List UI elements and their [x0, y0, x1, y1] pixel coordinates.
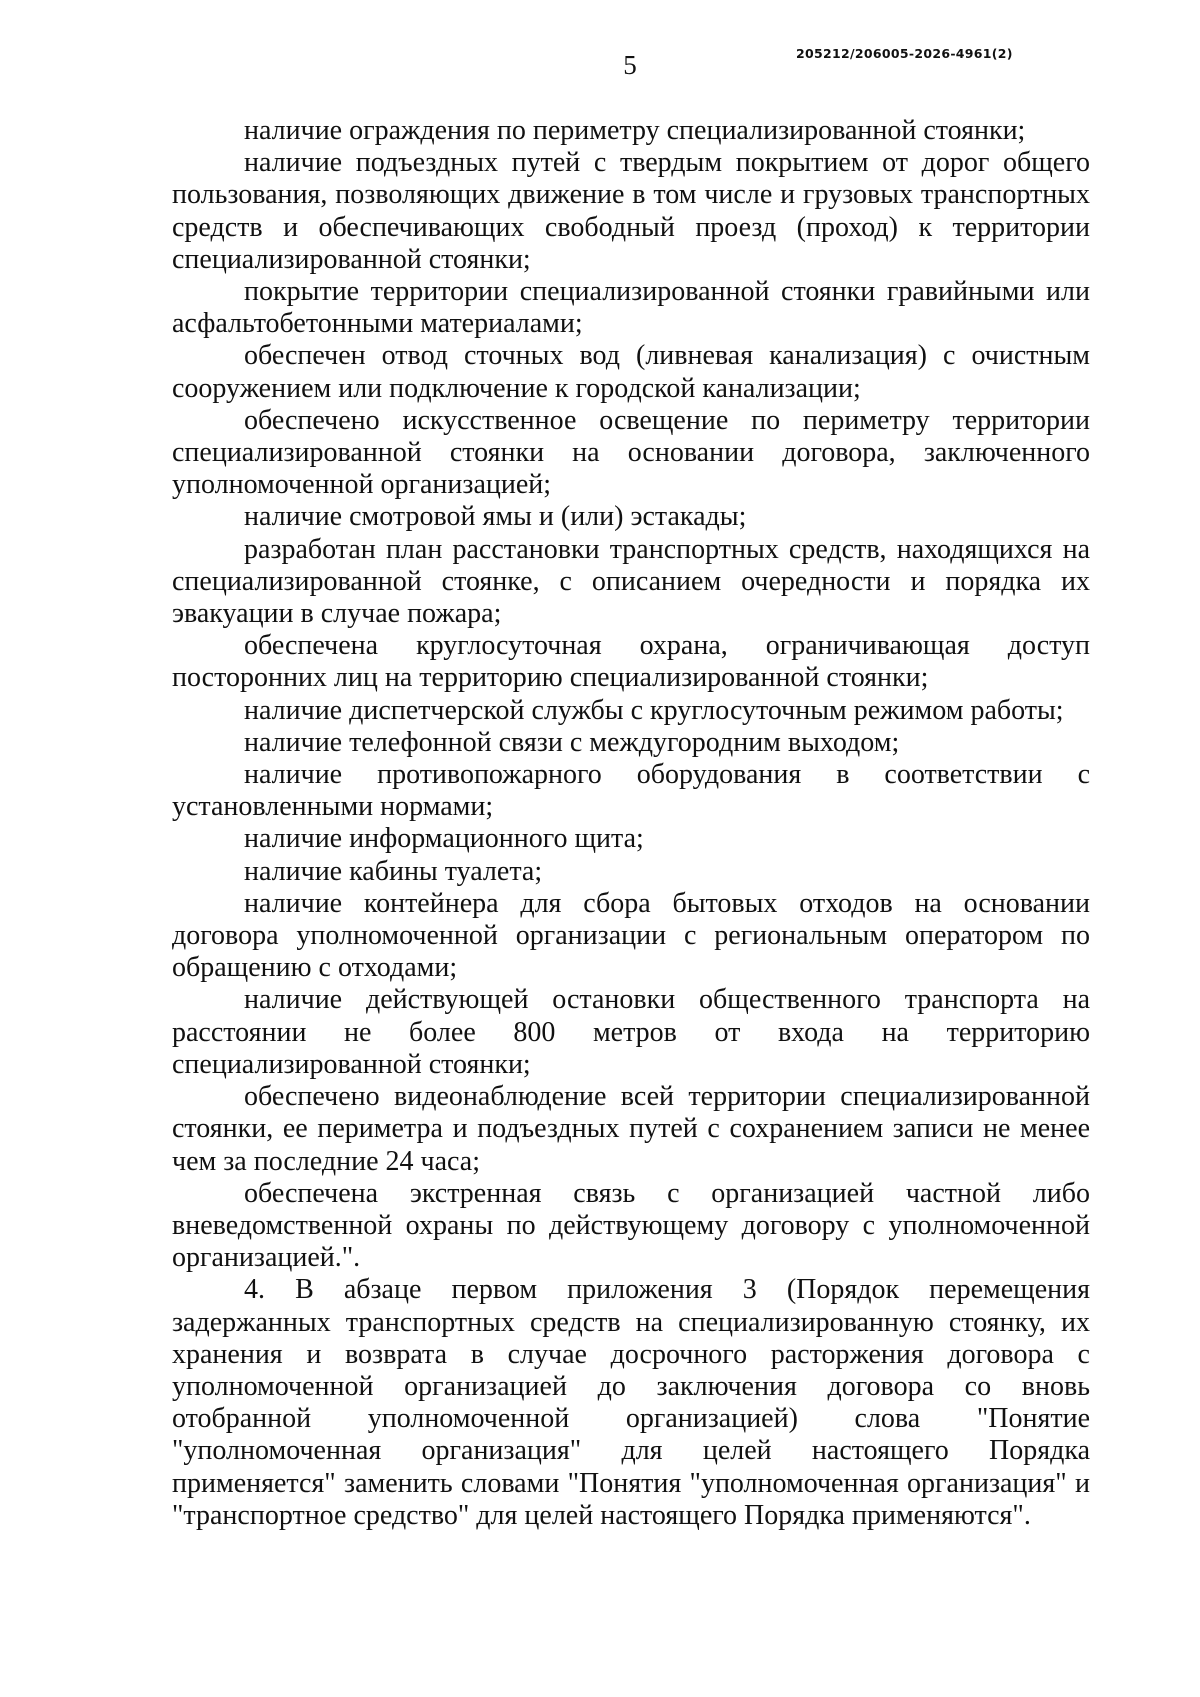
page-number: 5	[623, 50, 637, 80]
document-id: 205212/206005-2026-4961(2)	[796, 46, 1013, 61]
paragraph-video-surveillance: обеспечено видеонаблюдение всей территории специализированной стоянки, ее периметра и подъездных путей с сохранением записи не менее чем за последние 24 часа;	[172, 1081, 1090, 1177]
paragraph-dispatch: наличие диспетчерской службы с круглосуточным режимом работы;	[244, 694, 1064, 726]
paragraph-fire-equipment: наличие противопожарного оборудования в соответствии с установленными нормами;	[172, 759, 1090, 823]
paragraph-inspection-pit: наличие смотровой ямы и (или) эстакады;	[244, 501, 747, 533]
paragraph-surface: покрытие территории специализированной стоянки гравийными или асфальтобетонными материалами;	[172, 276, 1090, 340]
paragraph-toilet: наличие кабины туалета;	[244, 855, 543, 887]
paragraph-emergency-link: обеспечена экстренная связь с организацией частной либо вневедомственной охраны по действующему договору с уполномоченной организацией.".	[172, 1177, 1090, 1274]
paragraph-placement-plan: разработан план расстановки транспортных средств, находящихся на специализированной стоянке, с описанием очередности и порядка их эвакуации в случае пожара;	[172, 533, 1090, 630]
paragraph-waste-container: наличие контейнера для сбора бытовых отходов на основании договора уполномоченной организации с региональным оператором по обращению с отходами;	[172, 887, 1090, 984]
paragraph-drainage: обеспечен отвод сточных вод (ливневая канализация) с очистным сооружением или подключение к городской канализации;	[172, 340, 1090, 404]
paragraph-security: обеспечена круглосуточная охрана, ограничивающая доступ посторонних лиц на территорию специализированной стоянки;	[172, 630, 1090, 694]
document-body	[172, 115, 1090, 1532]
paragraph-transport-stop: наличие действующей остановки общественного транспорта на расстоянии не более 800 метров от входа на территорию специализированной стоянки;	[172, 984, 1090, 1080]
paragraph-access-roads: наличие подъездных путей с твердым покрытием от дорог общего пользования, позволяющих движение в том числе и грузовых транспортных средств и обеспечивающих свободный проезд (проход) к территории специализированной стоянки;	[172, 147, 1090, 275]
paragraph-lighting: обеспечено искусственное освещение по периметру территории специализированной стоянки на основании договора, заключенного уполномоченной организацией;	[172, 404, 1090, 501]
paragraph-info-board: наличие информационного щита;	[244, 823, 644, 855]
paragraph-fence: наличие ограждения по периметру специализированной стоянки;	[244, 115, 1026, 146]
paragraph-item-4: 4. В абзаце первом приложения 3 (Порядок перемещения задержанных транспортных средств на специализированную стоянку, их хранения и возврата в случае досрочного расторжения договора с уполномоченной организацией до заключения договора со вновь отобранной уполномоченной организацией) слова "Понятие "уполномоченная организация" для целей настоящего Порядка применяется" заменить словами "Понятия "уполномоченная организация" и "транспортное средство" для целей настоящего Порядка применяются".	[172, 1274, 1090, 1531]
paragraph-telephone: наличие телефонной связи с междугородним выходом;	[244, 726, 900, 758]
